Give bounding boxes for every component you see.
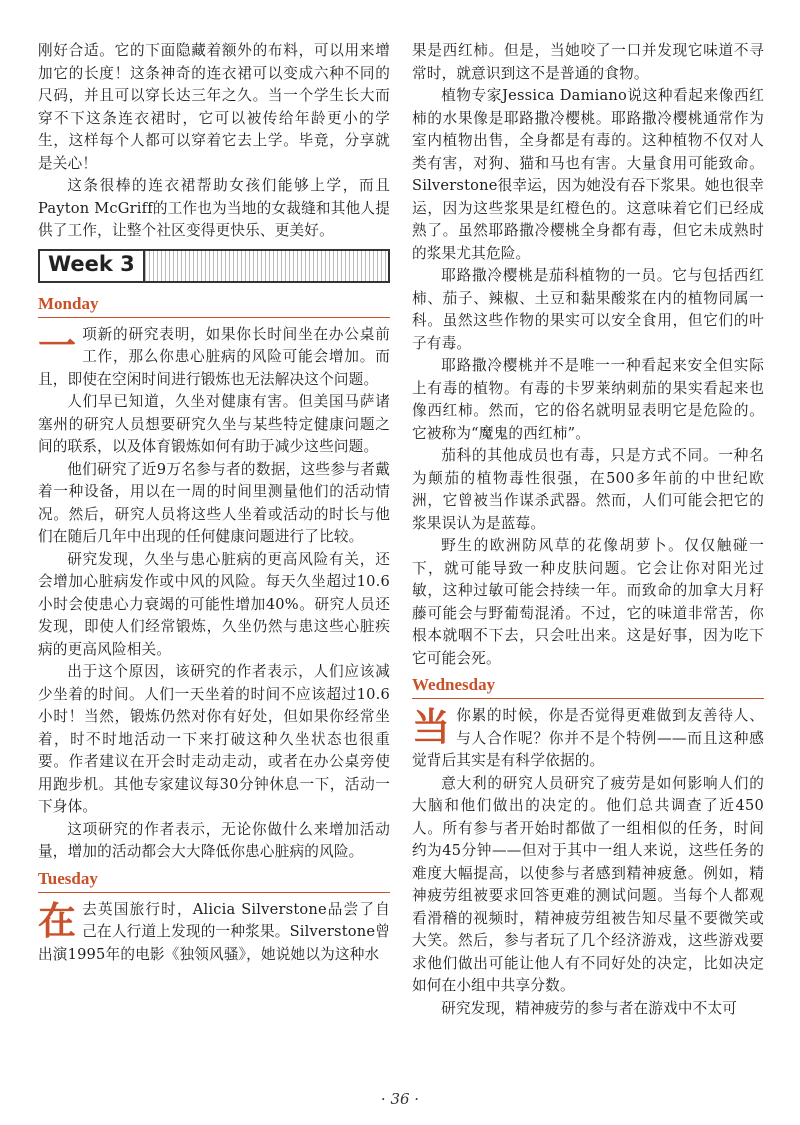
paragraph: 这条很棒的连衣裙帮助女孩们能够上学，而且Payton McGriff的工作也为当地的女裁缝和其他人提供了工作，让整个社区变得更快乐、更美好。 [38, 177, 390, 239]
paragraph [38, 899, 390, 967]
section-heading-tuesday: Tuesday [38, 868, 390, 893]
week-banner-decoration [145, 251, 388, 281]
paragraph-text: 项新的研究表明，如果你长时间坐在办公桌前工作，那么你患心脏病的风险可能会增加。而且，即使在空闲时间进行锻炼也无法解决这个问题。 [38, 325, 390, 388]
paragraph-text: 你累的时候，你是否觉得更难做到友善待人、与人合作呢？你并不是个特例——而且这种感觉背后其实是有科学依据的。 [412, 707, 764, 769]
paragraph: 植物专家Jessica Damiano说这种看起来像西红柿的水果像是耶路撒冷樱桃。耶路撒冷樱桃通常作为室内植物出售，全身都是有毒的。这种植物不仅对人类有害，对狗、猫和马也有害。大量食用可能致命。Silverstone很幸运，因为她没有吞下浆果。她也很幸运，因为这些浆果是红橙色的。这意味着它们已经成熟了。虽然耶路撒冷樱桃全身都有毒，但它未成熟时的浆果尤其危险。 [412, 87, 764, 262]
drop-cap: 当 [412, 704, 451, 749]
section-heading-monday: Monday [38, 293, 390, 318]
right-column [412, 40, 764, 1020]
paragraph [412, 705, 764, 773]
paragraph: 他们研究了近9万名参与者的数据，这些参与者戴着一种设备，用以在一周的时间里测量他们的活动情况。然后，研究人员将这些人坐着或活动的时长与他们在随后几年中出现的任何健康问题进行了比较。 [38, 460, 390, 545]
paragraph: 耶路撒冷樱桃并不是唯一一种看起来安全但实际上有毒的植物。有毒的卡罗莱纳刺茄的果实看起来也像西红柿。然而，它的俗名就明显表明它是危险的。它被称为“魔鬼的西红柿”。 [412, 357, 764, 442]
paragraph: 意大利的研究人员研究了疲劳是如何影响人们的大脑和他们做出的决定的。他们总共调查了近450人。所有参与者开始时都做了一组相似的任务，时间约为45分钟——但对于其中一组人来说，这些任务的难度大幅提高，以使参与者感到精神疲惫。例如，精神疲劳组被要求回答更难的测试问题。当每个人都观看滑稽的视频时，精神疲劳组被告知尽量不要微笑或大笑。然后，参与者玩了几个经济游戏，这些游戏要求他们做出可能让他人有不同好处的决定，比如决定如何在小组中共享分数。 [412, 774, 764, 994]
drop-cap: 在 [38, 897, 77, 943]
paragraph: 茄科的其他成员也有毒，只是方式不同。一种名为颠茄的植物毒性很强，在500多年前的中世纪欧洲，它曾被当作谋杀武器。然而，人们可能会把它的浆果误认为是蓝莓。 [412, 447, 764, 532]
paragraph: 研究发现，精神疲劳的参与者在游戏中不太可 [441, 999, 738, 1017]
paragraph: 人们早已知道，久坐对健康有害。但美国马萨诸塞州的研究人员想要研究久坐与某些特定健康问题之间的联系，以及体育锻炼如何有助于减少这些问题。 [38, 393, 390, 455]
left-column [38, 40, 390, 966]
paragraph [38, 324, 390, 392]
week-banner [38, 249, 390, 283]
paragraph: 野生的欧洲防风草的花像胡萝卜。仅仅触碰一下，就可能导致一种皮肤问题。它会让你对阳光过敏，这种过敏可能会持续一年。而致命的加拿大月籽藤可能会与野葡萄混淆。不过，它的味道非常苦，你根本就咽不下去，只会吐出来。这是好事，因为吃下它可能会死。 [412, 537, 764, 667]
drop-cap: 一 [38, 322, 77, 368]
section-heading-wednesday: Wednesday [412, 674, 764, 699]
paragraph: 刚好合适。它的下面隐藏着额外的布料，可以用来增加它的长度！这条神奇的连衣裙可以变成六种不同的尺码，并且可以穿长达三年之久。当一个学生长大而穿不下这条连衣裙时，它可以被传给年龄更小的学生，这样每个人都可以穿着它去上学。毕竟，分享就是关心！ [38, 42, 390, 172]
paragraph: 出于这个原因，该研究的作者表示，人们应该减少坐着的时间。人们一天坐着的时间不应该超过10.6小时！当然，锻炼仍然对你有好处，但如果你经常坐着，时不时地活动一下来打破这种久坐状态也很重要。作者建议在开会时走动走动，或者在办公桌旁使用跑步机。其他专家建议每30分钟休息一下，活动一下身体。 [38, 663, 390, 815]
paragraph: 这项研究的作者表示，无论你做什么来增加活动量，增加的活动都会大大降低你患心脏病的风险。 [38, 820, 390, 860]
paragraph: 耶路撒冷樱桃是茄科植物的一员。它与包括西红柿、茄子、辣椒、土豆和黏果酸浆在内的植物同属一科。虽然这些作物的果实可以安全食用，但它们的叶子有毒。 [412, 267, 764, 352]
paragraph-text: 去英国旅行时，Alicia Silverstone品尝了自己在人行道上发现的一种浆果。Silverstone曾出演1995年的电影《独领风骚》，她说她以为这种水 [38, 900, 390, 963]
page-number: · 36 · [380, 1090, 420, 1108]
paragraph: 果是西红柿。但是，当她咬了一口并发现它味道不寻常时，就意识到这不是普通的食物。 [412, 42, 764, 82]
week-title: Week 3 [40, 251, 145, 281]
paragraph: 研究发现，久坐与患心脏病的更高风险有关，还会增加心脏病发作或中风的风险。每天久坐超过10.6小时会使患心力衰竭的可能性增加40%。研究人员还发现，即使人们经常锻炼，久坐仍然与患这些心脏疾病的更高风险相关。 [38, 550, 390, 658]
